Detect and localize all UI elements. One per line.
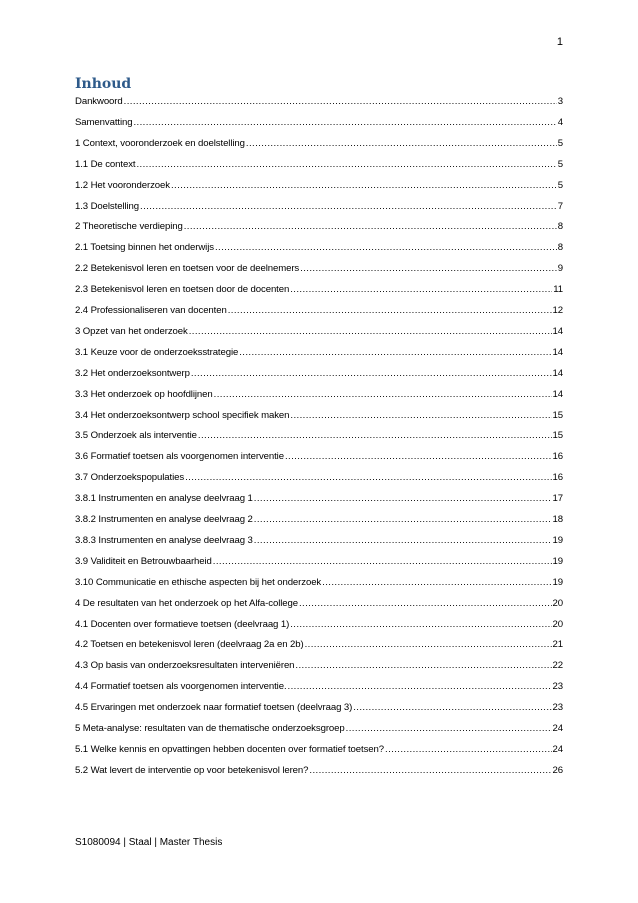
toc-entry-page: 8 (557, 242, 563, 254)
toc-entry-page: 14 (552, 388, 563, 400)
toc-entry-page: 5 (557, 137, 563, 149)
toc-entry-label: 3.7 Onderzoekspopulaties (75, 472, 185, 484)
toc-dot-leader (215, 242, 557, 253)
toc-entry-page: 5 (557, 158, 563, 170)
toc-dot-leader (346, 723, 552, 734)
toc-entry[interactable] (75, 451, 563, 462)
toc-entry-page: 21 (552, 639, 563, 651)
toc-dot-leader (299, 598, 552, 609)
toc-entry-label: 4.2 Toetsen en betekenisvol leren (deelvraag 2a en 2b) (75, 639, 304, 651)
toc-entry-page: 12 (552, 305, 563, 316)
toc-dot-leader (290, 619, 551, 630)
toc-dot-leader (254, 535, 552, 546)
toc-entry[interactable] (75, 660, 563, 671)
toc-entry-label: 4.3 Op basis van onderzoeksresultaten interveniëren (75, 660, 295, 672)
toc-entry[interactable] (75, 201, 563, 212)
toc-dot-leader (198, 430, 552, 441)
toc-entry[interactable] (75, 180, 563, 191)
toc-dot-leader (214, 389, 552, 400)
toc-entry-label: 1 Context, vooronderzoek en doelstelling (75, 137, 245, 149)
toc-entry[interactable] (75, 744, 563, 755)
toc-entry[interactable] (75, 389, 563, 400)
toc-entry-page: 19 (552, 555, 563, 567)
toc-entry[interactable] (75, 159, 563, 170)
toc-entry-label: 3.2 Het onderzoeksontwerp (75, 367, 190, 379)
toc-entry-label: 2.1 Toetsing binnen het onderwijs (75, 242, 214, 254)
toc-dot-leader (300, 263, 557, 274)
toc-entry-label: Dankwoord (75, 96, 123, 107)
toc-entry[interactable] (75, 535, 563, 546)
toc-entry-page: 3 (557, 96, 563, 107)
toc-entry-page: 16 (552, 472, 563, 484)
toc-entry-label: Samenvatting (75, 116, 133, 128)
toc-entry[interactable] (75, 723, 563, 734)
toc-entry-page: 18 (552, 514, 563, 525)
toc-entry-label: 4.1 Docenten over formatieve toetsen (deelvraag 1) (75, 618, 290, 630)
toc-entry[interactable] (75, 472, 563, 483)
toc-entry-label: 3 Opzet van het onderzoek (75, 325, 188, 337)
toc-entry-page: 23 (552, 702, 563, 714)
toc-dot-leader (171, 180, 557, 191)
toc-entry-label: 2.2 Betekenisvol leren en toetsen voor de deelnemers (75, 263, 300, 275)
toc-dot-leader (305, 639, 552, 650)
toc-entry-label: 3.8.1 Instrumenten en analyse deelvraag 1 (75, 493, 253, 505)
toc-dot-leader (254, 514, 552, 525)
toc-entry-page: 20 (552, 618, 563, 630)
toc-entry-label: 3.4 Het onderzoeksontwerp school specifiek maken (75, 409, 290, 421)
toc-entry-label: 4.4 Formatief toetsen als voorgenomen interventie. (75, 681, 287, 693)
toc-entry[interactable] (75, 619, 563, 630)
toc-entry-label: 3.8.3 Instrumenten en analyse deelvraag 3 (75, 534, 253, 546)
toc-entry[interactable] (75, 368, 563, 379)
toc-dot-leader (239, 347, 551, 358)
toc-entry-label: 5 Meta-analyse: resultaten van de thematische onderzoeksgroep (75, 723, 345, 734)
page-footer: S1080094 | Staal | Master Thesis (75, 837, 223, 848)
toc-entry-label: 1.3 Doelstelling (75, 200, 139, 212)
toc-entry[interactable] (75, 410, 563, 421)
toc-entry[interactable] (75, 430, 563, 441)
toc-dot-leader (189, 326, 552, 337)
toc-dot-leader (309, 765, 551, 776)
toc-dot-leader (213, 556, 552, 567)
toc-entry-label: 5.2 Wat levert de interventie op voor betekenisvol leren? (75, 764, 309, 776)
toc-dot-leader (191, 368, 552, 379)
toc-entry-page: 7 (557, 200, 563, 212)
toc-dot-leader (322, 577, 551, 588)
toc-entry[interactable] (75, 138, 563, 149)
toc-dot-leader (133, 117, 556, 128)
toc-dot-leader (295, 660, 551, 671)
toc-title: Inhoud (75, 76, 132, 92)
toc-dot-leader (184, 221, 557, 232)
toc-entry-page: 14 (552, 325, 563, 337)
toc-entry-page: 19 (552, 576, 563, 588)
toc-entry[interactable] (75, 514, 563, 525)
toc-dot-leader (290, 410, 551, 421)
toc-entry-label: 2.3 Betekenisvol leren en toetsen door de docenten (75, 284, 290, 296)
toc-dot-leader (285, 451, 552, 462)
toc-entry[interactable] (75, 493, 563, 504)
toc-entry-label: 4 De resultaten van het onderzoek op het Alfa-college (75, 597, 298, 609)
toc-dot-leader (228, 305, 552, 316)
toc-entry[interactable] (75, 639, 563, 650)
toc-entry-page: 14 (552, 367, 563, 379)
toc-entry-page: 24 (552, 723, 563, 734)
toc-entry-label: 5.1 Welke kennis en opvattingen hebben docenten over formatief toetsen? (75, 743, 384, 755)
toc-entry[interactable] (75, 598, 563, 609)
toc-entry[interactable] (75, 326, 563, 337)
toc-entry[interactable] (75, 117, 563, 128)
toc-entry[interactable] (75, 96, 563, 107)
toc-entry[interactable] (75, 347, 563, 358)
toc-entry-label: 2.4 Professionaliseren van docenten (75, 305, 227, 316)
toc-dot-leader (353, 702, 551, 713)
toc-entry-label: 3.8.2 Instrumenten en analyse deelvraag 2 (75, 514, 253, 525)
toc-entry-page: 11 (553, 284, 563, 296)
page-number: 1 (556, 36, 563, 48)
toc-entry[interactable] (75, 305, 563, 316)
toc-dot-leader (124, 96, 557, 107)
toc-entry-page: 15 (552, 430, 563, 442)
toc-entry[interactable] (75, 681, 563, 692)
toc-entry-page: 17 (552, 493, 563, 505)
toc-entry-page: 4 (557, 116, 563, 128)
toc-entry-label: 3.1 Keuze voor de onderzoeksstrategie (75, 346, 239, 358)
toc-entry[interactable] (75, 577, 563, 588)
toc-entry-label: 1.1 De context (75, 158, 136, 170)
toc-entry-page: 23 (552, 681, 563, 693)
toc-entry[interactable] (75, 263, 563, 274)
toc-dot-leader (254, 493, 552, 504)
toc-entry-label: 4.5 Ervaringen met onderzoek naar formatief toetsen (deelvraag 3) (75, 702, 353, 714)
toc-dot-leader (288, 681, 552, 692)
toc-entry-page: 5 (557, 179, 563, 191)
toc-entry[interactable] (75, 702, 563, 713)
toc-entry-label: 1.2 Het vooronderzoek (75, 179, 170, 191)
toc-entry-label: 3.5 Onderzoek als interventie (75, 430, 197, 442)
toc-entry-page: 26 (552, 764, 563, 776)
toc-dot-leader (140, 201, 557, 212)
toc-entry-page: 8 (557, 221, 563, 233)
toc-dot-leader (136, 159, 556, 170)
toc-entry[interactable] (75, 765, 563, 776)
toc-dot-leader (290, 284, 552, 295)
toc-entry-label: 2 Theoretische verdieping (75, 221, 183, 233)
toc-entry-label: 3.6 Formatief toetsen als voorgenomen interventie (75, 451, 284, 463)
toc-entry-page: 14 (552, 346, 563, 358)
toc-entry-label: 3.9 Validiteit en Betrouwbaarheid (75, 555, 212, 567)
toc-entry[interactable] (75, 556, 563, 567)
toc-entry-page: 20 (552, 597, 563, 609)
toc-entry-label: 3.10 Communicatie en ethische aspecten bij het onderzoek (75, 576, 322, 588)
toc-dot-leader (246, 138, 557, 149)
toc-entry-page: 24 (552, 743, 563, 755)
toc-entry-page: 22 (552, 660, 563, 672)
toc-dot-leader (385, 744, 552, 755)
toc-entry-page: 9 (557, 263, 563, 275)
toc-entry-page: 19 (552, 534, 563, 546)
toc-entry-page: 15 (552, 409, 563, 421)
toc-entry-label: 3.3 Het onderzoek op hoofdlijnen (75, 388, 213, 400)
toc-entry[interactable] (75, 221, 563, 232)
toc-dot-leader (185, 472, 551, 483)
toc-entry[interactable] (75, 284, 563, 295)
toc-entry[interactable] (75, 242, 563, 253)
toc-entry-page: 16 (552, 451, 563, 463)
